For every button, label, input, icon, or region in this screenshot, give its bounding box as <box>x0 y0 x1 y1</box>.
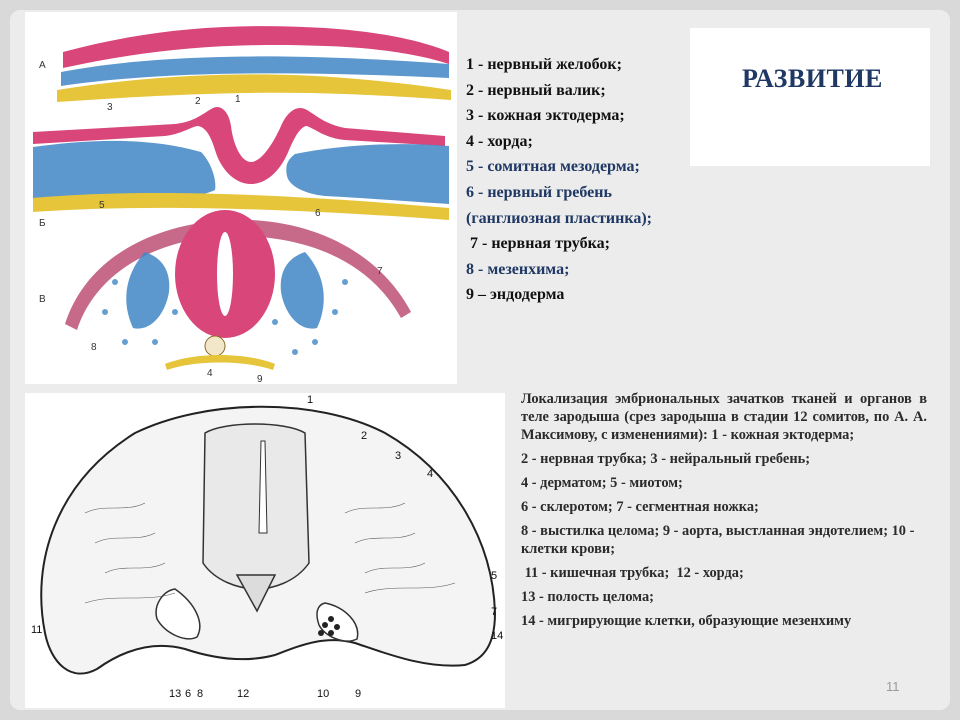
page-number: 11 <box>886 679 900 694</box>
callout-7: 7 <box>491 606 498 618</box>
legend-line: 1 - нервный желобок; <box>466 56 622 73</box>
callout-3: 3 <box>395 450 402 462</box>
callout-1: 1 <box>307 394 314 406</box>
legend-line: 9 – эндодерма <box>466 286 565 304</box>
callout-6: 6 <box>185 688 192 700</box>
description-line: 6 - склеротом; 7 - сегментная ножка; <box>521 499 759 515</box>
stage-c-notochord <box>205 336 225 356</box>
legend-line: 2 - нервный валик; <box>466 81 606 99</box>
callout-10: 10 <box>317 688 330 700</box>
legend-line: 3 - кожная эктодерма; <box>466 107 625 125</box>
legend-line: (ганглиозная пластинка); <box>466 209 652 227</box>
stage-c-neural-canal <box>217 232 233 316</box>
callout-5: 5 <box>491 570 498 582</box>
callout-8: 8 <box>91 342 97 353</box>
callout-5: 5 <box>99 200 105 211</box>
callout-4: 4 <box>207 368 213 379</box>
stage-c-somite-right <box>281 252 324 329</box>
description-line: 4 - дерматом; 5 - миотом; <box>521 475 683 491</box>
callout-3: 3 <box>107 102 113 113</box>
stage-c-somite-left <box>126 252 169 329</box>
description-line: 13 - полость целома; <box>521 589 654 605</box>
callout-14: 14 <box>491 630 504 642</box>
callout-1: 1 <box>235 94 241 105</box>
callout-8: 8 <box>197 688 204 700</box>
neurulation-diagram-svg <box>25 12 457 384</box>
description <box>521 390 927 636</box>
callout-11: 11 <box>31 624 43 636</box>
callout-4: 4 <box>427 468 434 480</box>
section-letter-a: А <box>39 60 46 71</box>
callout-9: 9 <box>355 688 362 700</box>
embryo-section-svg <box>25 393 505 708</box>
embryo-section-illustration <box>25 393 505 708</box>
description-line: 8 - выстилка целома; 9 - аорта, выстланная эндотелием; 10 - клетки крови; <box>521 523 915 557</box>
callout-6: 6 <box>315 208 321 219</box>
callout-7: 7 <box>377 266 383 277</box>
neural-canal <box>259 441 267 533</box>
legend-line: 5 - сомитная мезодерма; <box>466 158 640 176</box>
neurulation-illustration <box>25 12 457 384</box>
callout-13: 13 <box>169 688 182 700</box>
stage-c-endoderm <box>165 355 275 370</box>
neural-tube-outline <box>203 424 309 589</box>
legend-line: 8 - мезенхима; <box>466 260 570 278</box>
slide-title: РАЗВИТИЕ <box>742 64 883 93</box>
legend-line: 7 - нервная трубка; <box>466 235 610 253</box>
description-intro: Локализация эмбриональных зачатков тканей и органов в теле зародыша (срез зародыша в стадии 12 сомитов, по А. А. Максимову, с изменениями): 1 - кожная эктодерма; <box>521 391 927 443</box>
description-line: 2 - нервная трубка; 3 - нейральный гребень; <box>521 451 811 467</box>
description-line: 14 - мигрирующие клетки, образующие мезенхиму <box>521 613 852 629</box>
callout-2: 2 <box>361 430 368 442</box>
callout-12: 12 <box>237 688 250 700</box>
section-letter-b: Б <box>39 218 46 229</box>
legend <box>466 52 652 308</box>
legend-line: 6 - нервный гребень <box>466 183 612 201</box>
section-letter-c: В <box>39 294 46 305</box>
legend-line: 4 - хорда; <box>466 132 533 150</box>
description-line: 11 - кишечная трубка; 12 - хорда; <box>521 565 744 581</box>
callout-2: 2 <box>195 96 201 107</box>
stage-b-mesoderm-right <box>286 144 449 204</box>
title-box <box>690 28 930 166</box>
callout-9: 9 <box>257 374 263 384</box>
